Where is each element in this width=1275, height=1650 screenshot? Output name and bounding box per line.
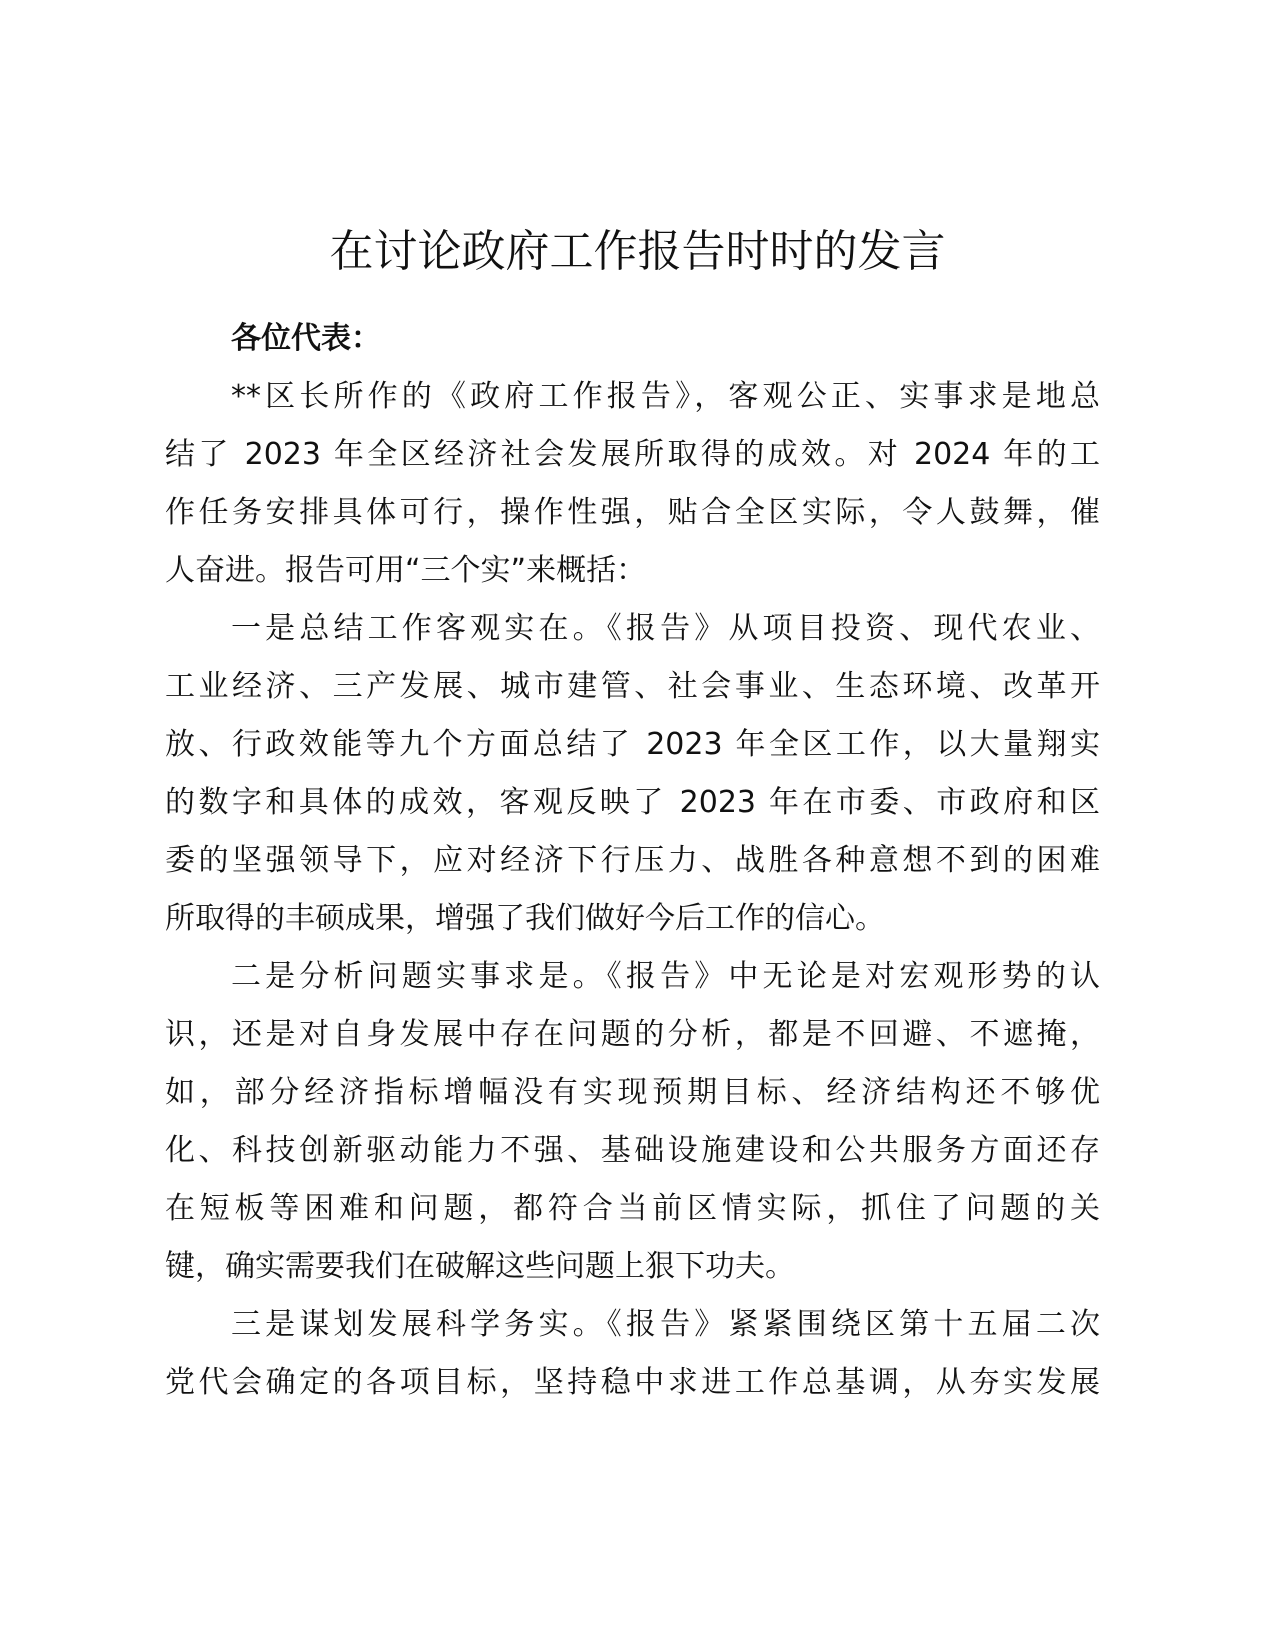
paragraph-2-line-6: 所取得的丰硕成果，增强了我们做好今后工作的信心。 bbox=[165, 901, 885, 936]
document-title: 在讨论政府工作报告时时的发言 bbox=[329, 226, 946, 277]
paragraph-2-line-5: 委的坚强领导下，应对经济下行压力、战胜各种意想不到的困难 bbox=[165, 843, 1100, 878]
paragraph-3-line-4: 化、科技创新驱动能力不强、基础设施建设和公共服务方面还存 bbox=[165, 1133, 1100, 1168]
paragraph-2-line-4: 的数字和具体的成效，客观反映了 2023 年在市委、市政府和区 bbox=[165, 785, 1100, 820]
paragraph-3-line-5: 在短板等困难和问题，都符合当前区情实际，抓住了问题的关 bbox=[165, 1191, 1100, 1226]
paragraph-3-line-3: 如，部分经济指标增幅没有实现预期目标、经济结构还不够优 bbox=[165, 1075, 1100, 1110]
paragraph-4-line-2: 党代会确定的各项目标，坚持稳中求进工作总基调，从夯实发展 bbox=[165, 1365, 1100, 1400]
paragraph-3-line-2: 识，还是对自身发展中存在问题的分析，都是不回避、不遮掩， bbox=[165, 1017, 1100, 1052]
paragraph-1-line-4: 人奋进。报告可用“三个实”来概括： bbox=[165, 553, 647, 588]
salutation: 各位代表： bbox=[231, 321, 381, 356]
paragraph-2-line-2: 工业经济、三产发展、城市建管、社会事业、生态环境、改革开 bbox=[165, 669, 1100, 704]
paragraph-4-line-1: 三是谋划发展科学务实。《报告》紧紧围绕区第十五届二次 bbox=[231, 1307, 1100, 1342]
paragraph-3-line-6: 键，确实需要我们在破解这些问题上狠下功夫。 bbox=[165, 1249, 795, 1284]
document-body bbox=[165, 310, 1100, 1412]
paragraph-1-line-3: 作任务安排具体可行，操作性强，贴合全区实际，令人鼓舞，催 bbox=[165, 495, 1100, 530]
paragraph-2-line-3: 放、行政效能等九个方面总结了 2023 年全区工作，以大量翔实 bbox=[165, 727, 1100, 762]
paragraph-1-line-1: **区长所作的《政府工作报告》，客观公正、实事求是地总 bbox=[231, 379, 1100, 414]
paragraph-1-line-2: 结了 2023 年全区经济社会发展所取得的成效。对 2024 年的工 bbox=[165, 437, 1100, 472]
paragraph-2-line-1: 一是总结工作客观实在。《报告》从项目投资、现代农业、 bbox=[231, 611, 1100, 646]
paragraph-3-line-1: 二是分析问题实事求是。《报告》中无论是对宏观形势的认 bbox=[231, 959, 1100, 994]
